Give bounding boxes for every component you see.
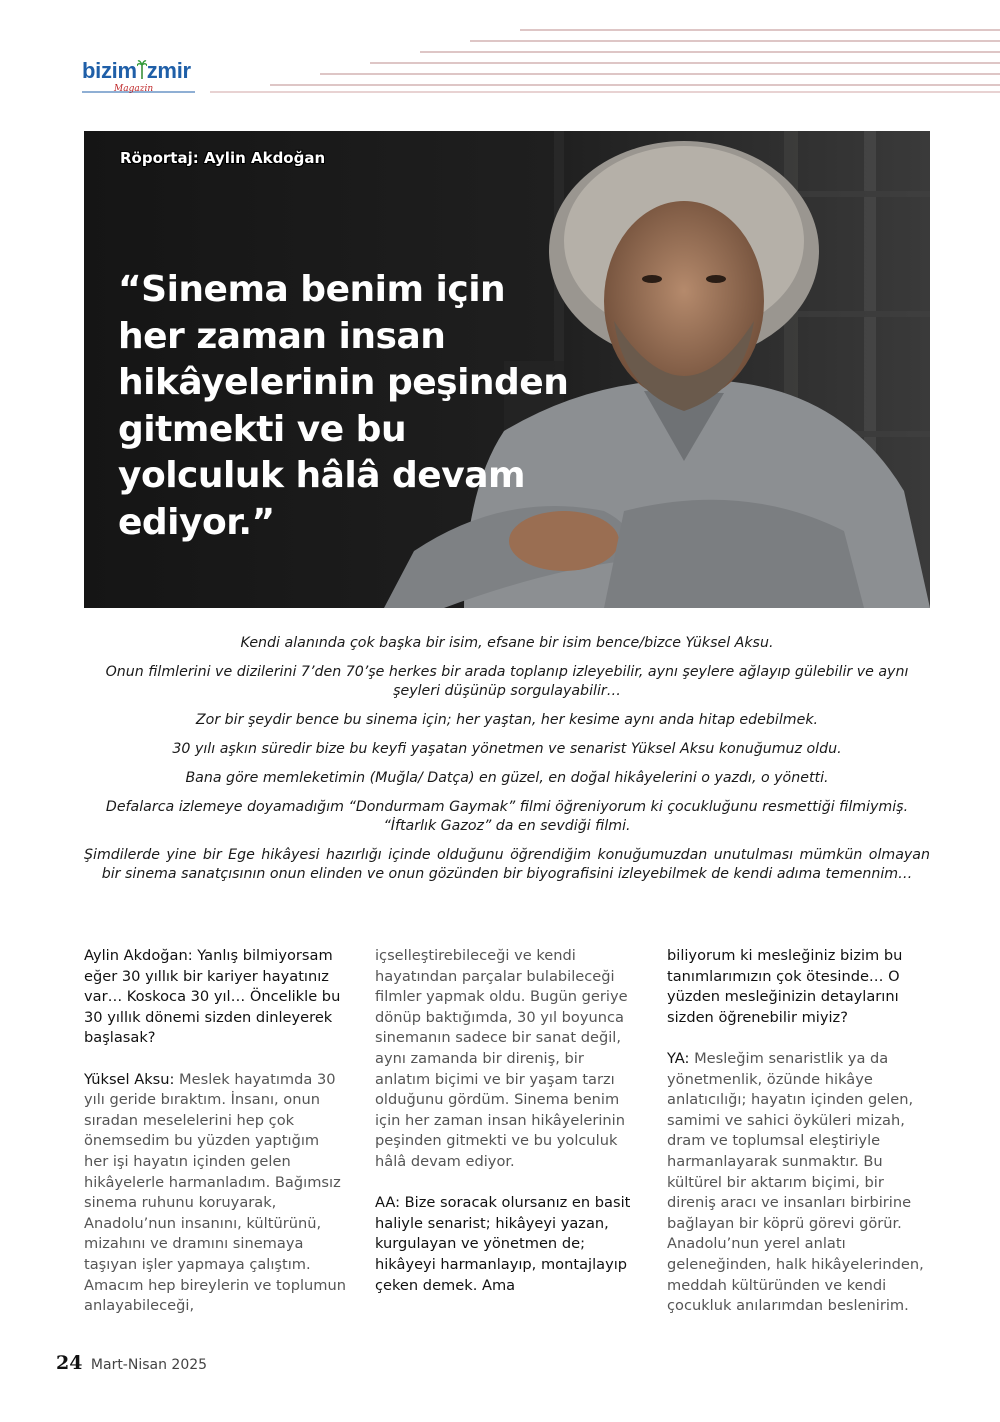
intro-block [84,634,930,894]
intro-paragraph: Onun filmlerini ve dizilerini 7’den 70’şe herkes bir arada toplanıp izleyebilir, aynı şeylere ağlayıp gülebilir ve aynı şeyleri düşünüp sorgulayabilir… [105,664,909,699]
intro-paragraph: Şimdilerde yine bir Ege hikâyesi hazırlığı içinde olduğunu öğrendiğim konuğumuzdan unutulması mümkün olmayan bir sinema sanatçısının onun elinden ve onun gözünden bir biyografisini izleyebilmek de kendi adıma temennim… [84,847,930,882]
intro-paragraph: Defalarca izlemeye doyamadığım “Dondurmam Gaymak” filmi öğreniyorum ki çocukluğunu resmettiği filmiymiş. “İftarlık Gazoz” da en sevdiği filmi. [105,799,909,834]
logo-subtitle: Magazin [114,84,154,94]
interview-question: AA: Bize soracak olursanız en basit haliyle senarist; hikâyeyi yazan, kurgulayan ve yönetmen de; hikâyeyi harmanlayıp, montajlayıp çeken demek. Ama [375,1194,631,1294]
hero-pull-quote: “Sinema benim için her zaman insan hikâyelerinin peşinden gitmekti ve bu yolculuk hâlâ devam ediyor.” [118,269,569,543]
page-number: 24 [56,1352,83,1374]
answer-speaker: YA: [667,1049,690,1067]
interview-question: biliyorum ki mesleğiniz bizim bu tanımlarımızın çok ötesinde… O yüzden mesleğinizin detaylarını sizden öğrenebilir miyiz? [667,947,903,1026]
answer-text: içselleştirebileceği ve kendi hayatından parçalar bulabileceği filmler yapmak oldu. Bugün geriye dönüp baktığımda, 30 yıl boyunca sinemanın sadece bir sanat değil, aynı zamanda bir direniş, bir anlatım biçimi ve bir yaşam tarzı olduğunu gördüm. Sinema benim için her zaman insan hikâyelerinin peşinden gitmekti ve bu yolculuk hâlâ devam ediyor. [375,947,628,1170]
intro-paragraph: 30 yılı aşkın süredir bize bu keyfi yaşatan yönetmen ve senarist Yüksel Aksu konuğumuz oldu. [172,741,842,757]
article-column-3 [667,946,929,1337]
answer-text: Meslek hayatımda 30 yılı geride bıraktım. İnsanı, onun sıradan meselelerini hep çok önemsedim bu yüzden yaptığım her işi hayatın içinden gelen hikâyelerle harmanladım. Bağımsız sinema ruhunu koruyarak, Anadolu’nun insanını, kültürünü, mizahını ve dramını sinemaya taşıyan işler yapmaya çalıştım. Amacım hep bireylerin ve toplumun anlayabileceği, [84,1070,346,1315]
interview-answer [84,1070,346,1317]
intro-paragraph: Bana göre memleketimin (Muğla/ Datça) en güzel, en doğal hikâyelerini o yazdı, o yönetti. [185,770,829,786]
brand-logo [82,58,191,94]
interview-answer [667,1049,929,1317]
article-column-2 [375,946,637,1317]
interview-byline: Röportaj: Aylin Akdoğan [120,149,326,167]
intro-paragraph: Zor bir şeydir bence bu sinema için; her yaştan, her kesime aynı anda hitap edebilmek. [195,712,819,728]
answer-speaker: Yüksel Aksu: [84,1070,175,1088]
palm-tree-icon [137,58,147,84]
logo-text-left: bizim [82,58,137,83]
answer-text: Mesleğim senaristlik ya da yönetmenlik, özünde hikâye anlatıcılığı; hayatın içinden gelen, samimi ve sahici öyküleri mizah, dram ve toplumsal eleştiriyle harmanlayarak sunmaktır. Bu kültürel bir aktarım biçimi, bir direniş aracı ve insanları birbirine bağlayan bir köprü görevi görür. Anadolu’nun yerel anlatı geleneğinden, halk hikâyelerinden, meddah kültüründen ve kendi çocukluk anılarımdan beslenirim. [667,1049,924,1315]
article-column-1 [84,946,346,1337]
page-footer [56,1352,207,1374]
logo-text-right: zmir [146,58,191,83]
intro-paragraph: Kendi alanında çok başka bir isim, efsane bir isim bence/bizce Yüksel Aksu. [240,635,774,651]
interview-question: Aylin Akdoğan: Yanlış bilmiyorsam eğer 30 yıllık bir kariyer hayatınız var… Koskoca 30 yıl… Öncelikle bu 30 yıllık dönemi sizden dinleyerek başlasak? [84,947,341,1047]
hero-image [84,131,930,608]
issue-date: Mart-Nisan 2025 [90,1357,208,1373]
